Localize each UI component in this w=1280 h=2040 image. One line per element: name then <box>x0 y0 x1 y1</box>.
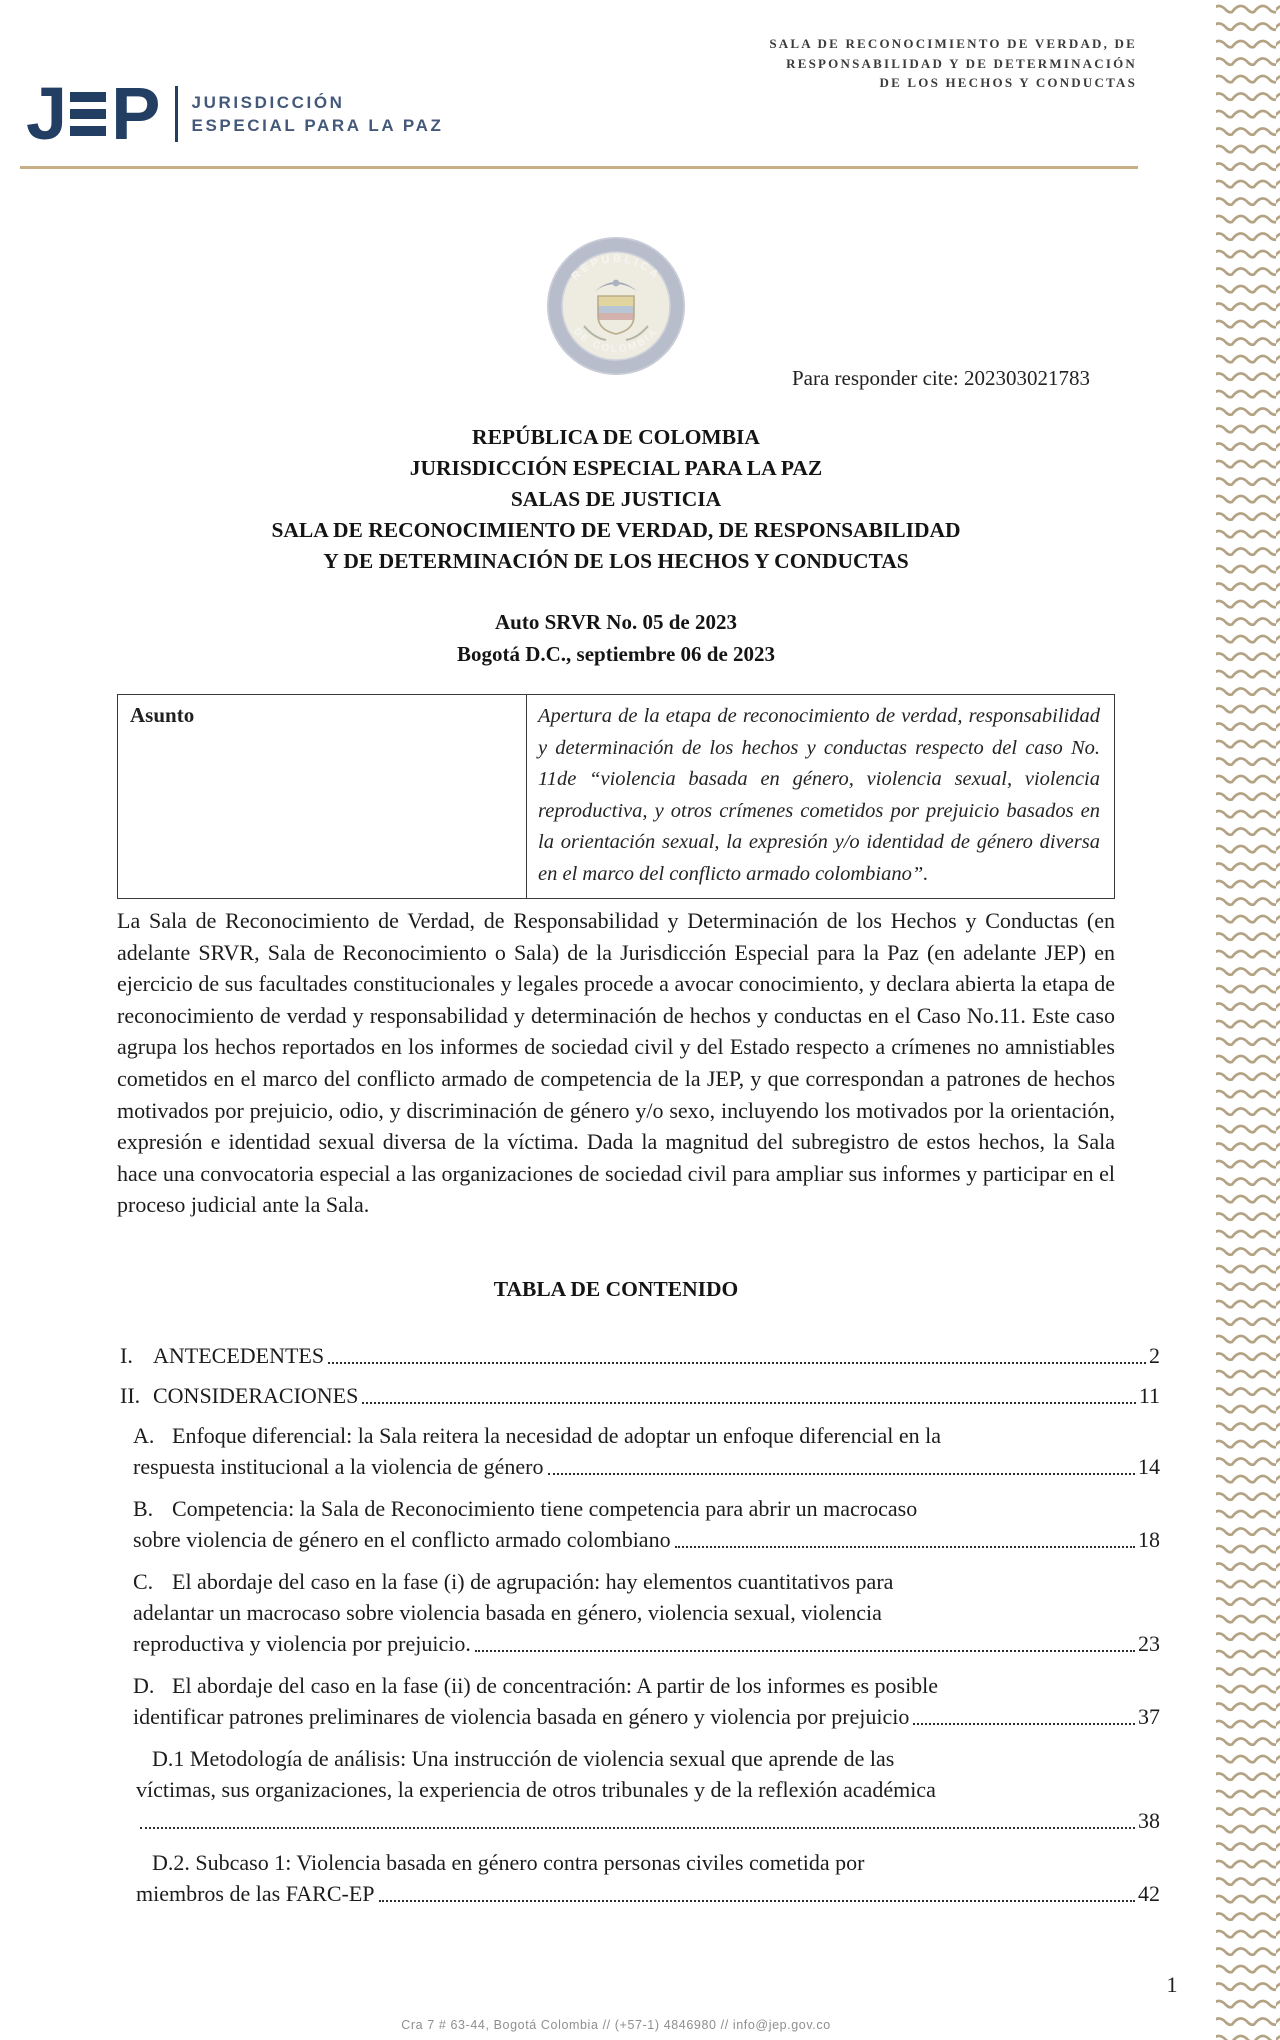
logo-divider <box>175 86 178 142</box>
toc-entry-text: adelantar un macrocaso sobre violencia basada en género, violencia sexual, violencia <box>133 1600 882 1625</box>
toc-entry-text: ANTECEDENTES <box>153 1343 325 1368</box>
toc-page-number: 18 <box>1138 1527 1160 1552</box>
toc-dot-leader <box>675 1546 1135 1548</box>
toc-entry-text: sobre violencia de género en el conflicto armado colombiano <box>133 1527 671 1552</box>
toc-entry-text: Enfoque diferencial: la Sala reitera la necesidad de adoptar un enfoque diferencial en la <box>172 1423 942 1448</box>
toc-dot-leader <box>913 1723 1135 1725</box>
colombia-coat-of-arms-seal <box>544 234 688 378</box>
toc-entry-text: reproductiva y violencia por prejuicio. <box>133 1631 471 1656</box>
logo-wordmark <box>192 91 444 137</box>
logo-name-line2: ESPECIAL PARA LA PAZ <box>191 116 444 135</box>
toc-entry <box>136 1847 1160 1909</box>
letterhead-rule <box>20 166 1138 169</box>
jep-logo-mark <box>26 72 159 155</box>
toc-entry-line <box>133 1493 1160 1524</box>
jep-logo-letter-p: P <box>111 72 159 155</box>
toc-entry-line <box>133 1597 1160 1628</box>
chamber-line: SALA DE RECONOCIMIENTO DE VERDAD, DE <box>769 36 1137 51</box>
toc-entry <box>133 1566 1160 1659</box>
toc-entry-line <box>133 1420 1160 1451</box>
toc-dot-leader <box>548 1473 1135 1475</box>
subject-body-cell: Apertura de la etapa de reconocimiento de verdad, responsabilidad y determinación de los hechos y conductas respecto del caso No. 11de “violencia basada en género, violencia sexual, violencia reproductiva, y otros crímenes cometidos por prejuicio basados en la orientación sexual, la expresión y/o identidad de género diversa en el marco del conflicto armado colombiano”. <box>527 695 1115 899</box>
page-number: 1 <box>1166 1972 1178 1997</box>
toc-entry <box>133 1420 1160 1482</box>
chamber-line: DE LOS HECHOS Y CONDUCTAS <box>879 75 1137 90</box>
toc-entry-number: A. <box>133 1423 155 1448</box>
toc-entry-line <box>136 1743 1160 1774</box>
toc-page-number: 23 <box>1138 1631 1160 1656</box>
toc-entries <box>120 1340 1160 1920</box>
toc-entry-number: B. <box>133 1496 154 1521</box>
toc-entry <box>133 1493 1160 1555</box>
toc-page-number: 37 <box>1138 1704 1160 1729</box>
toc-page-number: 14 <box>1138 1454 1160 1479</box>
auto-number: Auto SRVR No. 05 de 2023 <box>495 610 737 634</box>
toc-page-number: 42 <box>1138 1881 1160 1906</box>
toc-entry-lastline <box>120 1380 1160 1411</box>
title-block <box>117 422 1115 577</box>
jep-logo-letter-j: J <box>26 72 66 155</box>
toc-dot-leader <box>140 1827 1135 1829</box>
subject-label-cell: Asunto <box>118 695 527 899</box>
seal-top-text: REPUBLICA <box>569 252 663 283</box>
chamber-letterhead <box>769 34 1137 93</box>
title-line-jurisdiccion: JURISDICCIÓN ESPECIAL PARA LA PAZ <box>409 456 823 480</box>
toc-entry-lastline <box>136 1805 1160 1836</box>
table-row <box>118 695 1115 899</box>
title-line-determinacion: Y DE DETERMINACIÓN DE LOS HECHOS Y CONDUCTAS <box>323 549 909 573</box>
footer-address: Cra 7 # 63-44, Bogotá Colombia // (+57-1) 4846980 // info@jep.gov.co <box>401 2018 831 2032</box>
toc-entry-line <box>133 1670 1160 1701</box>
toc-entry-text: CONSIDERACIONES <box>153 1383 359 1408</box>
toc-entry-text: víctimas, sus organizaciones, la experiencia de otros tribunales y de la reflexión académica <box>136 1777 936 1802</box>
toc-entry-number: II. <box>120 1383 141 1408</box>
title-line-sala-reconocimiento: SALA DE RECONOCIMIENTO DE VERDAD, DE RESPONSABILIDAD <box>271 518 961 542</box>
toc-entry-lastline <box>133 1628 1160 1659</box>
jep-logo-e-bars-icon <box>70 92 106 136</box>
toc-title: TABLA DE CONTENIDO <box>493 1277 739 1301</box>
toc-entry-number: C. <box>133 1569 154 1594</box>
toc-page-number: 38 <box>1138 1808 1160 1833</box>
toc-entry-line <box>133 1566 1160 1597</box>
title-line-republica: REPÚBLICA DE COLOMBIA <box>472 425 760 449</box>
toc-entry-lastline <box>136 1878 1160 1909</box>
toc-entry <box>120 1380 1160 1411</box>
toc-page-number: 11 <box>1138 1383 1160 1408</box>
toc-entry-line <box>136 1774 1160 1805</box>
auto-heading <box>117 606 1115 670</box>
toc-dot-leader <box>379 1900 1135 1902</box>
toc-entry <box>133 1670 1160 1732</box>
toc-entry <box>120 1340 1160 1371</box>
intro-paragraph: La Sala de Reconocimiento de Verdad, de Responsabilidad y Determinación de los Hechos y Conductas (en adelante SRVR, Sala de Reconocimiento o Sala) de la Jurisdicción Especial para la Paz (en adelante JEP) en ejercicio de sus facultades constitucionales y legales procede a avocar conocimiento, y declara abierta la etapa de reconocimiento de verdad y responsabilidad y determinación de hechos y conductas en el Caso No.11. Este caso agrupa los hechos reportados en los informes de sociedad civil y del Estado respecto a crímenes no amnistiables cometidos en el marco del conflicto armado de competencia de la JEP, y que correspondan a patrones de hechos motivados por prejuicio, odio, y discriminación de género y/o sexo, incluyendo los motivados por la orientación, expresión e identidad sexual diversa de la víctima. Dada la magnitud del subregistro de estos hechos, la Sala hace una convocatoria especial a las organizaciones de sociedad civil para ampliar sus informes y participar en el proceso judicial ante la Sala. <box>117 908 1115 1218</box>
toc-entry-lastline <box>120 1340 1160 1371</box>
chamber-line: RESPONSABILIDAD Y DE DETERMINACIÓN <box>786 55 1137 71</box>
toc-entry-number: D. <box>133 1673 155 1698</box>
toc-entry-number: I. <box>120 1343 133 1368</box>
toc-entry <box>136 1743 1160 1836</box>
toc-dot-leader <box>475 1650 1135 1652</box>
toc-entry-lastline <box>133 1701 1160 1732</box>
toc-entry-lastline <box>133 1451 1160 1482</box>
toc-entry-text: El abordaje del caso en la fase (i) de agrupación: hay elementos cuantitativos para <box>172 1569 894 1594</box>
toc-entry-line <box>136 1847 1160 1878</box>
seal-bottom-text: DE COLOMBIA <box>571 325 661 356</box>
toc-entry-text: miembros de las FARC-EP <box>136 1881 375 1906</box>
toc-entry-text: respuesta institucional a la violencia de género <box>133 1454 544 1479</box>
subject-table <box>117 694 1115 899</box>
logo-name-line1: JURISDICCIÓN <box>191 93 345 112</box>
toc-dot-leader <box>328 1362 1146 1364</box>
toc-entry-text: D.2. Subcaso 1: Violencia basada en género contra personas civiles cometida por <box>152 1850 865 1875</box>
toc-entry-text: El abordaje del caso en la fase (ii) de concentración: A partir de los informes es posible <box>172 1673 939 1698</box>
toc-entry-text: Competencia: la Sala de Reconocimiento tiene competencia para abrir un macrocaso <box>172 1496 918 1521</box>
toc-page-number: 2 <box>1149 1343 1160 1368</box>
decorative-wave-border <box>1212 0 1280 2040</box>
jep-logo <box>26 72 444 155</box>
title-line-salas: SALAS DE JUSTICIA <box>510 487 722 511</box>
toc-entry-lastline <box>133 1524 1160 1555</box>
auto-date: Bogotá D.C., septiembre 06 de 2023 <box>456 642 776 666</box>
toc-dot-leader <box>362 1402 1135 1404</box>
toc-entry-text: D.1 Metodología de análisis: Una instrucción de violencia sexual que aprende de las <box>152 1746 895 1771</box>
toc-entry-text: identificar patrones preliminares de violencia basada en género y violencia por prejuicio <box>133 1704 910 1729</box>
cite-reference: Para responder cite: 202303021783 <box>791 366 1090 390</box>
